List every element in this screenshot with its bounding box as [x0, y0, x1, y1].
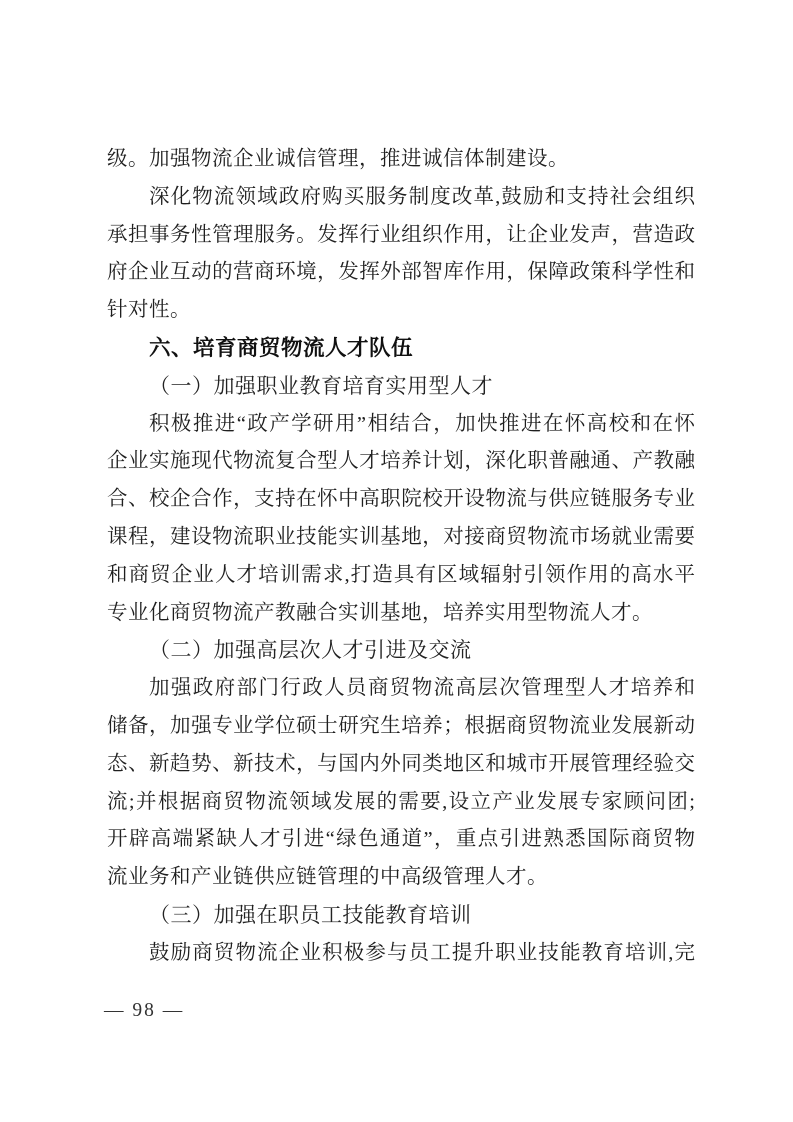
body-text-line: 积极推进“政产学研用”相结合，加快推进在怀高校和在怀 [149, 412, 695, 435]
body-text-line: 储备，加强专业学位硕士研究生培养；根据商贸物流业发展新动 [107, 714, 695, 737]
body-text-line: 级。加强物流企业诚信管理，推进诚信体制建设。 [107, 148, 569, 170]
body-text-line: 针对性。 [107, 299, 191, 322]
body-text-line: 合、校企合作，支持在怀中高职院校开设物流与供应链服务专业 [107, 488, 695, 511]
page-number: — 98 — [104, 1000, 185, 1021]
subsection-heading: （一）加强职业教育培育实用型人才 [149, 373, 493, 398]
body-text-line: 和商贸企业人才培训需求,打造具有区域辐射引领作用的高水平 [107, 563, 695, 586]
body-text-line: 流业务和产业链供应链管理的中高级管理人才。 [107, 866, 548, 889]
body-text-line: 鼓励商贸物流企业积极参与员工提升职业技能教育培训,完 [149, 941, 695, 964]
body-text-line: 深化物流领域政府购买服务制度改革,鼓励和支持社会组织 [149, 185, 695, 208]
body-text-line: 府企业互动的营商环境，发挥外部智库作用，保障政策科学性和 [107, 261, 695, 284]
body-text-line: 企业实施现代物流复合型人才培养计划，深化职普融通、产教融 [107, 450, 695, 473]
body-text-line: 开辟高端紧缺人才引进“绿色通道”，重点引进熟悉国际商贸物 [107, 828, 695, 851]
body-text-line: 态、新趋势、新技术，与国内外同类地区和城市开展管理经验交 [107, 752, 695, 775]
body-text-line: 承担事务性管理服务。发挥行业组织作用，让企业发声，营造政 [107, 223, 695, 246]
subsection-heading: （三）加强在职员工技能教育培训 [149, 902, 472, 927]
body-text-line: 流;并根据商贸物流领域发展的需要,设立产业发展专家顾问团; [107, 790, 695, 813]
section-heading: 六、培育商贸物流人才队伍 [149, 335, 414, 360]
body-text-line: 加强政府部门行政人员商贸物流高层次管理型人才培养和 [149, 677, 695, 700]
body-text-line: 专业化商贸物流产教融合实训基地，培养实用型物流人才。 [107, 601, 653, 624]
document-text-block [107, 141, 695, 973]
body-text-line: 课程，建设物流职业技能实训基地，对接商贸物流市场就业需要 [107, 525, 695, 548]
subsection-heading: （二）加强高层次人才引进及交流 [149, 638, 472, 663]
